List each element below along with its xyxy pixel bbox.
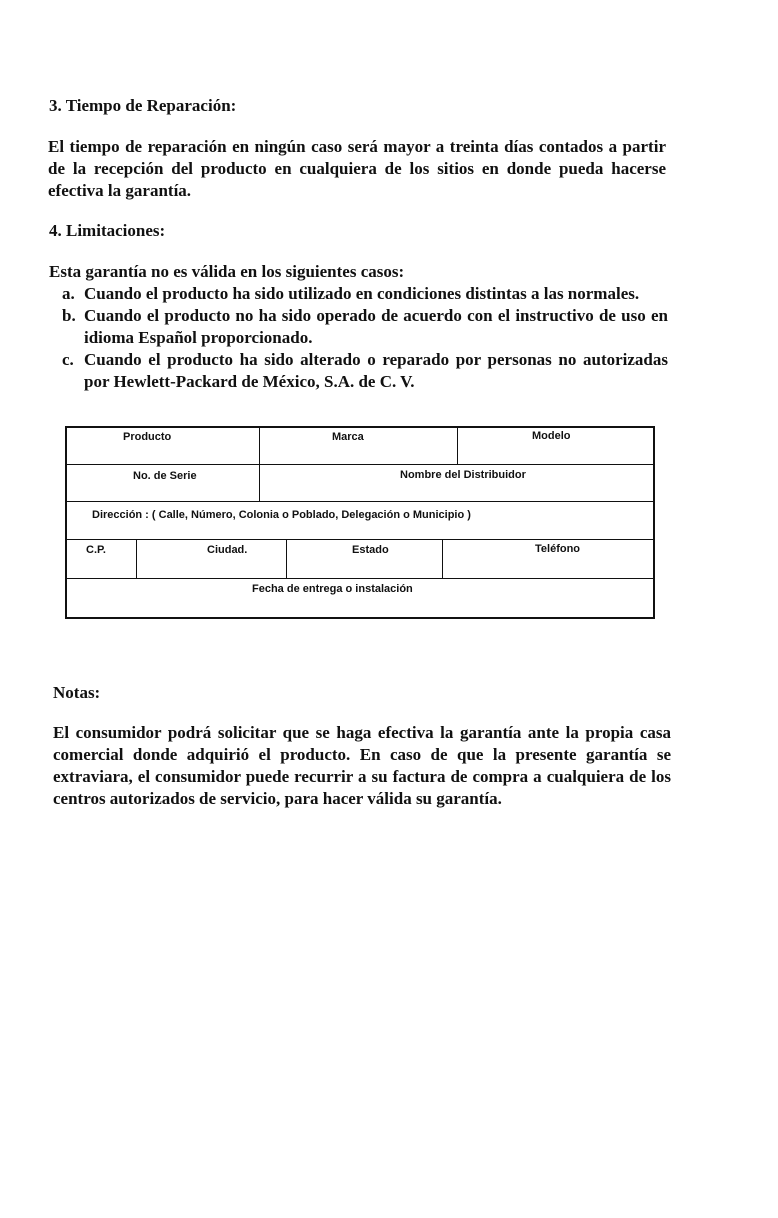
- producto-label: Producto: [123, 431, 172, 443]
- notas-heading: Notas:: [53, 683, 101, 702]
- cp-label: C.P.: [86, 544, 106, 556]
- section-3-heading: 3. Tiempo de Reparación:: [49, 96, 237, 115]
- list-marker: c.: [62, 350, 74, 369]
- form-cell-estado: [287, 540, 443, 578]
- list-marker: a.: [62, 284, 75, 303]
- warranty-form-table: [65, 426, 655, 619]
- form-cell-telefono: [443, 540, 653, 578]
- form-cell-distribuidor: [260, 465, 653, 501]
- distribuidor-label: Nombre del Distribuidor: [400, 469, 526, 481]
- form-cell-cp: [67, 540, 137, 578]
- limitations-list: [62, 283, 668, 393]
- form-row-product: [67, 428, 653, 465]
- section-4-intro: Esta garantía no es válida en los siguientes casos:: [49, 262, 405, 281]
- no-serie-label: No. de Serie: [133, 470, 197, 482]
- marca-label: Marca: [332, 431, 364, 443]
- list-item-text: Cuando el producto ha sido alterado o reparado por personas no autorizadas por Hewlett-Packard de México, S.A. de C. V.: [84, 350, 668, 391]
- list-item: [62, 305, 668, 349]
- fecha-label: Fecha de entrega o instalación: [252, 583, 413, 595]
- list-item: [62, 283, 668, 305]
- form-row-fecha: [67, 579, 653, 617]
- section-4-heading: 4. Limitaciones:: [49, 221, 166, 240]
- form-cell-marca: [260, 428, 458, 464]
- form-row-serial: [67, 465, 653, 502]
- form-row-location: [67, 540, 653, 579]
- list-item: [62, 349, 668, 393]
- estado-label: Estado: [352, 544, 389, 556]
- telefono-label: Teléfono: [535, 543, 581, 555]
- notas-body: El consumidor podrá solicitar que se haga efectiva la garantía ante la propia casa comercial donde adquirió el producto. En caso de que la presente garantía se extraviara, el consumidor puede recurrir a su factura de compra a cualquiera de los centros autorizados de servicio, para hacer válida su garantía.: [53, 723, 671, 808]
- form-row-direccion: [67, 502, 653, 540]
- modelo-label: Modelo: [532, 430, 571, 442]
- form-cell-modelo: [458, 428, 653, 464]
- form-cell-no-serie: [67, 465, 260, 501]
- form-cell-direccion: [67, 502, 653, 539]
- form-cell-producto: [67, 428, 260, 464]
- ciudad-label: Ciudad.: [207, 544, 248, 556]
- list-item-text: Cuando el producto no ha sido operado de acuerdo con el instructivo de uso en idioma Español proporcionado.: [84, 306, 668, 347]
- form-cell-fecha: [67, 579, 653, 617]
- direccion-label: Dirección : ( Calle, Número, Colonia o Poblado, Delegación o Municipio ): [92, 509, 471, 521]
- list-marker: b.: [62, 306, 76, 325]
- list-item-text: Cuando el producto ha sido utilizado en condiciones distintas a las normales.: [84, 284, 640, 303]
- section-3-body: El tiempo de reparación en ningún caso será mayor a treinta días contados a partir de la recepción del producto en cualquiera de los sitios en donde pueda hacerse efectiva la garantía.: [48, 137, 666, 200]
- form-cell-ciudad: [137, 540, 287, 578]
